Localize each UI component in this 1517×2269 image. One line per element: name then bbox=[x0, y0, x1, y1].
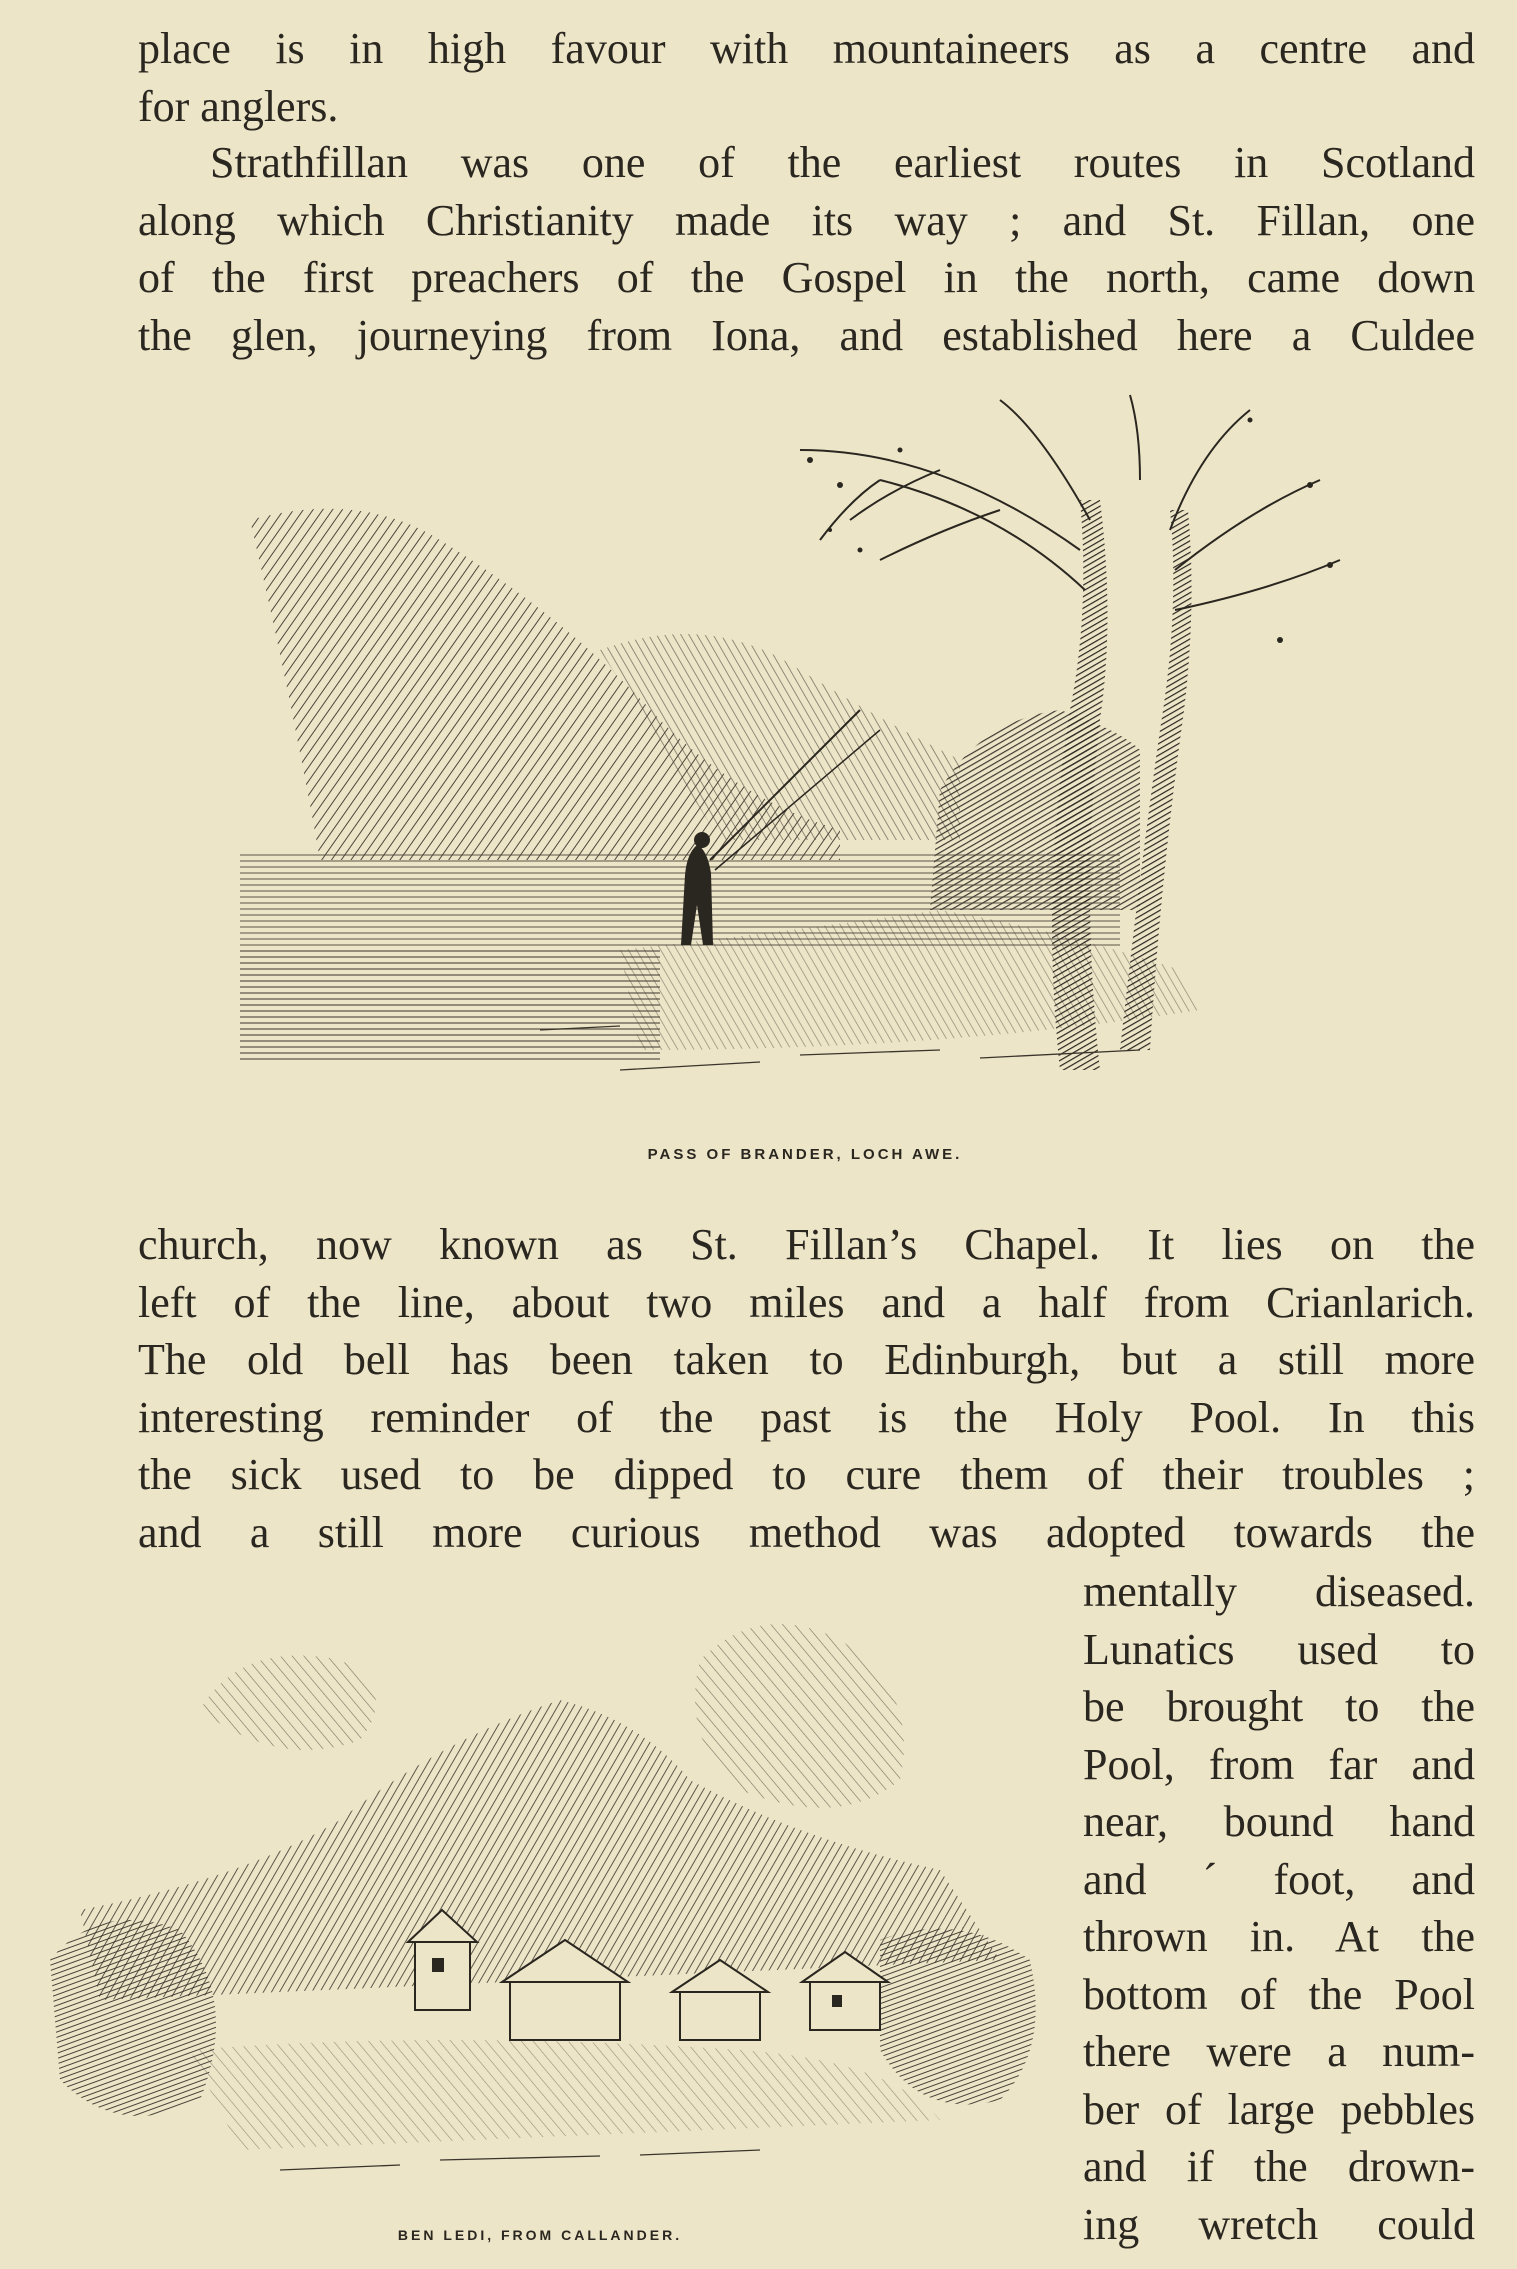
text-line: for anglers. bbox=[138, 81, 339, 131]
text-line: bottom of the Pool bbox=[1083, 1969, 1475, 2019]
text-line: and if the drown- bbox=[1083, 2142, 1475, 2191]
text-line: the sick used to be dipped to cure them of their troubles ; bbox=[138, 1450, 1475, 1499]
mountain-village-engraving-icon bbox=[40, 1580, 1060, 2200]
text-line: interesting reminder of the past is the Holy Pool. In this bbox=[138, 1392, 1475, 1442]
side-column-text bbox=[1083, 1563, 1475, 2253]
text-line: be brought to the bbox=[1083, 1682, 1475, 1731]
text-line: thrown in. At the bbox=[1083, 1912, 1475, 1961]
text-line: the glen, journeying from Iona, and established here a Culdee bbox=[138, 310, 1475, 360]
text-line: there were a num- bbox=[1083, 2027, 1475, 2076]
text-line: ber of large pebbles bbox=[1083, 2084, 1475, 2134]
paragraph-strathfillan bbox=[138, 134, 1475, 364]
text-line: mentally diseased. bbox=[1083, 1567, 1475, 1616]
text-line: along which Christianity made its way ; and St. Fillan, one bbox=[138, 195, 1475, 245]
text-line: left of the line, about two miles and a half from Crianlarich. bbox=[138, 1277, 1475, 1327]
text-line: of the first preachers of the Gospel in the north, came down bbox=[138, 253, 1475, 302]
text-line: Pool, from far and bbox=[1083, 1739, 1475, 1789]
paragraph-continuation bbox=[138, 20, 1475, 135]
illustration-ben-ledi bbox=[40, 1580, 1060, 2200]
text-line: near, bound hand bbox=[1083, 1797, 1475, 1846]
text-line: place is in high favour with mountaineers as a centre and bbox=[138, 24, 1475, 73]
illustration-pass-of-brander bbox=[240, 390, 1370, 1090]
caption-ben-ledi: BEN LEDI, FROM CALLANDER. bbox=[397, 2227, 683, 2243]
caption-pass-of-brander: PASS OF BRANDER, LOCH AWE. bbox=[647, 1146, 963, 1163]
text-line: Strathfillan was one of the earliest routes in Scotland bbox=[210, 138, 1475, 187]
text-line: Lunatics used to bbox=[1083, 1624, 1475, 1674]
paragraph-st-fillans-chapel bbox=[138, 1216, 1475, 1561]
text-line: and ´ foot, and bbox=[1083, 1854, 1475, 1904]
text-line: church, now known as St. Fillan’s Chapel. It lies on the bbox=[138, 1220, 1475, 1269]
loch-landscape-engraving-icon bbox=[240, 390, 1370, 1090]
text-line: ing wretch could bbox=[1083, 2199, 1475, 2249]
text-line: and a still more curious method was adopted towards the bbox=[138, 1507, 1475, 1557]
text-line: The old bell has been taken to Edinburgh, but a still more bbox=[138, 1335, 1475, 1384]
